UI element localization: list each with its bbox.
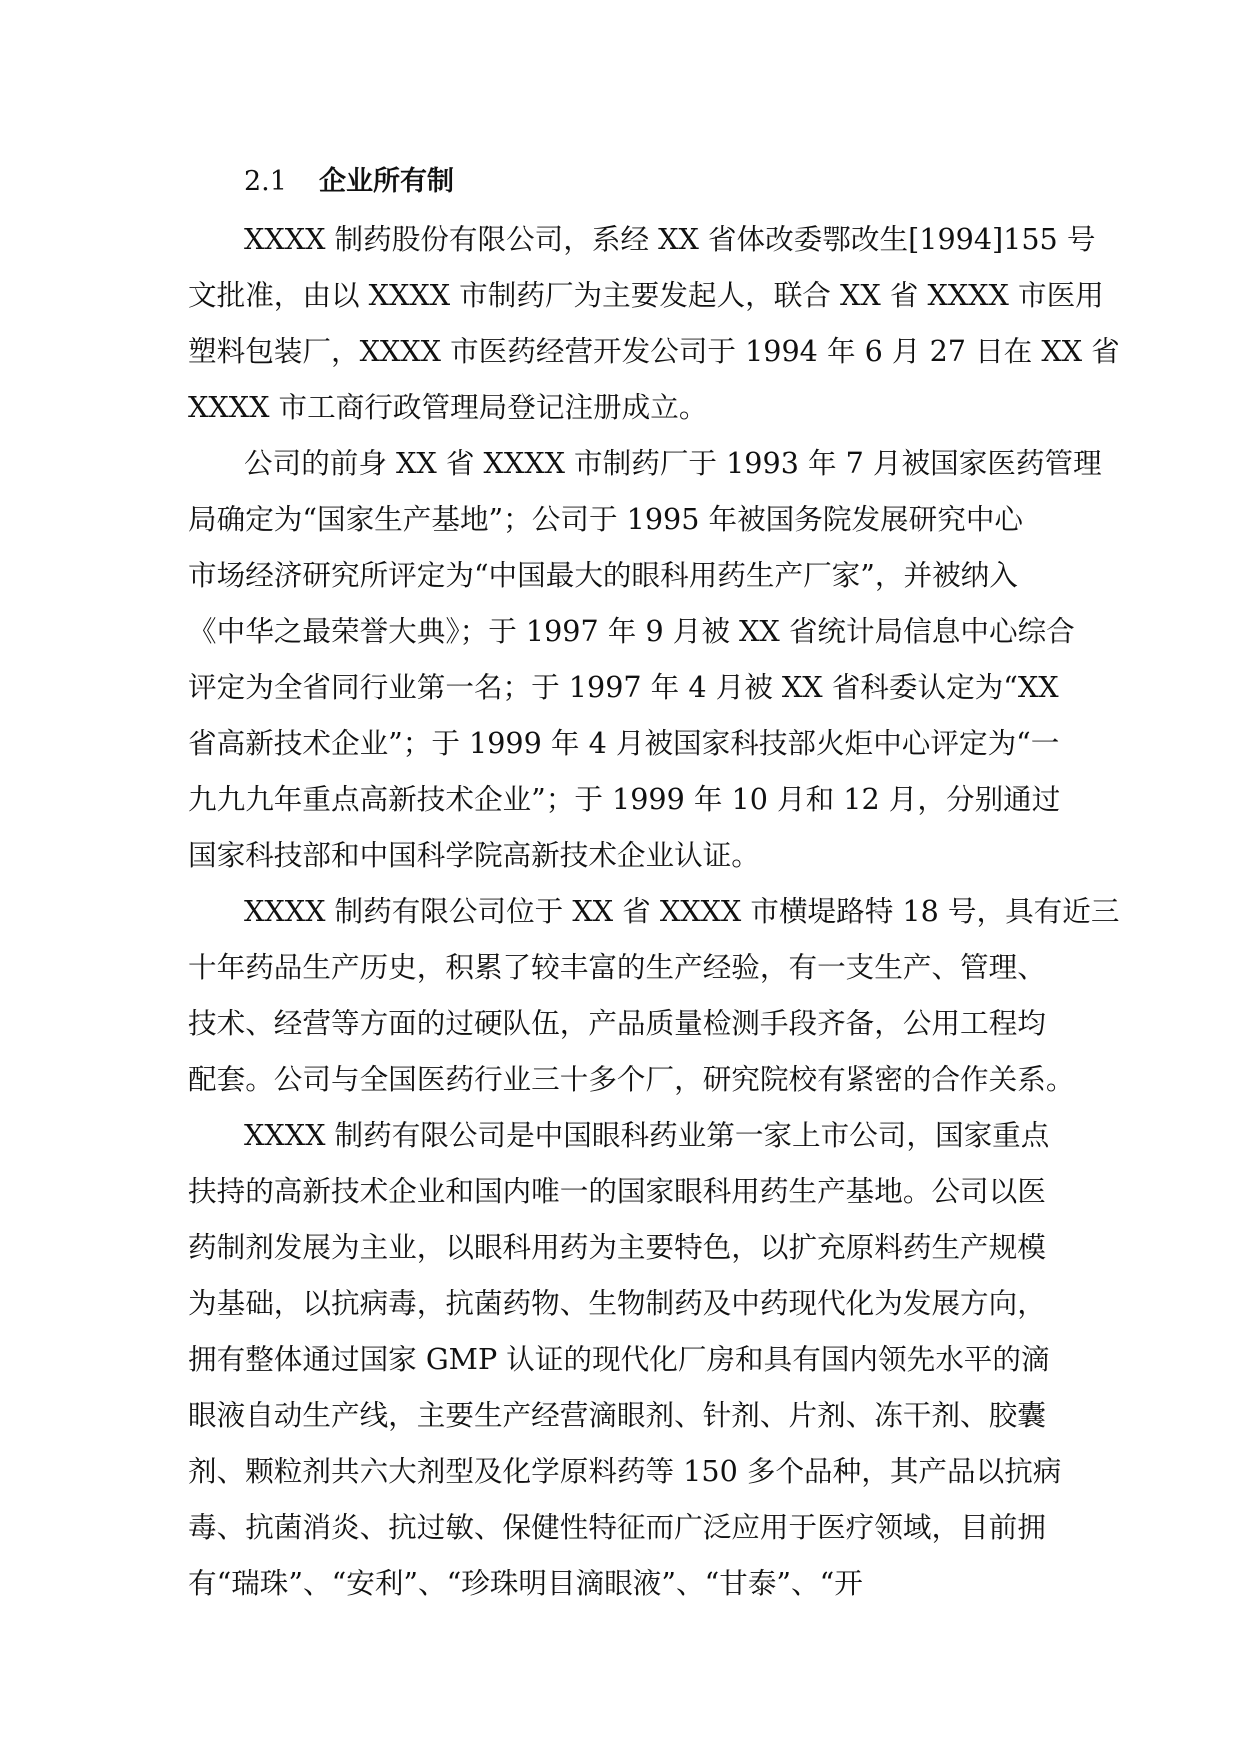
paragraph-line: 文批准，由以 XXXX 市制药厂为主要发起人，联合 XX 省 XXXX 市医用 xyxy=(188,278,1104,312)
section-heading xyxy=(244,158,454,206)
paragraph-line: 配套。公司与全国医药行业三十多个厂，研究院校有紧密的合作关系。 xyxy=(188,1062,1075,1096)
paragraph-line: 市场经济研究所评定为“中国最大的眼科用药生产厂家”，并被纳入 xyxy=(188,558,1018,592)
paragraph-line: XXXX 制药股份有限公司，系经 XX 省体改委鄂改生[1994]155 号 xyxy=(244,222,1096,256)
paragraph-line: XXXX 制药有限公司位于 XX 省 XXXX 市横堤路特 18 号，具有近三 xyxy=(244,894,1120,928)
paragraph-line: 公司的前身 XX 省 XXXX 市制药厂于 1993 年 7 月被国家医药管理 xyxy=(244,446,1102,480)
paragraph-line: 评定为全省同行业第一名；于 1997 年 4 月被 XX 省科委认定为“XX xyxy=(188,670,1059,704)
paragraph-line: 技术、经营等方面的过硬队伍，产品质量检测手段齐备，公用工程均 xyxy=(188,1006,1046,1040)
paragraph-line: 为基础，以抗病毒，抗菌药物、生物制药及中药现代化为发展方向， xyxy=(188,1286,1046,1320)
paragraph-line: 省高新技术企业”；于 1999 年 4 月被国家科技部火炬中心评定为“一 xyxy=(188,726,1060,760)
paragraph-line: 药制剂发展为主业，以眼科用药为主要特色，以扩充原料药生产规模 xyxy=(188,1230,1046,1264)
paragraph-line: 九九九年重点高新技术企业”；于 1999 年 10 月和 12 月，分别通过 xyxy=(188,782,1061,816)
paragraph-line: 拥有整体通过国家 GMP 认证的现代化厂房和具有国内领先水平的滴 xyxy=(188,1342,1050,1376)
paragraph-line: 十年药品生产历史，积累了较丰富的生产经验，有一支生产、管理、 xyxy=(188,950,1046,984)
section-title: 企业所有制 xyxy=(319,166,454,197)
paragraph-line: 扶持的高新技术企业和国内唯一的国家眼科用药生产基地。公司以医 xyxy=(188,1174,1046,1208)
paragraph-line: 有“瑞珠”、“安利”、“珍珠明目滴眼液”、“甘泰”、“开 xyxy=(188,1566,863,1600)
paragraph-line: XXXX 制药有限公司是中国眼科药业第一家上市公司，国家重点 xyxy=(244,1118,1050,1152)
paragraph-line: 剂、颗粒剂共六大剂型及化学原料药等 150 多个品种，其产品以抗病 xyxy=(188,1454,1062,1488)
paragraph-line: 眼液自动生产线，主要生产经营滴眼剂、针剂、片剂、冻干剂、胶囊 xyxy=(188,1398,1046,1432)
paragraph-line: 《中华之最荣誉大典》；于 1997 年 9 月被 XX 省统计局信息中心综合 xyxy=(188,614,1075,648)
section-number: 2.1 xyxy=(244,166,287,197)
paragraph-line: 局确定为“国家生产基地”；公司于 1995 年被国务院发展研究中心 xyxy=(188,502,1024,536)
paragraph-line: 塑料包装厂，XXXX 市医药经营开发公司于 1994 年 6 月 27 日在 XX 省 xyxy=(188,334,1120,368)
paragraph-line: 毒、抗菌消炎、抗过敏、保健性特征而广泛应用于医疗领域，目前拥 xyxy=(188,1510,1046,1544)
paragraph-line: 国家科技部和中国科学院高新技术企业认证。 xyxy=(188,838,760,872)
paragraph-line: XXXX 市工商行政管理局登记注册成立。 xyxy=(188,390,708,424)
